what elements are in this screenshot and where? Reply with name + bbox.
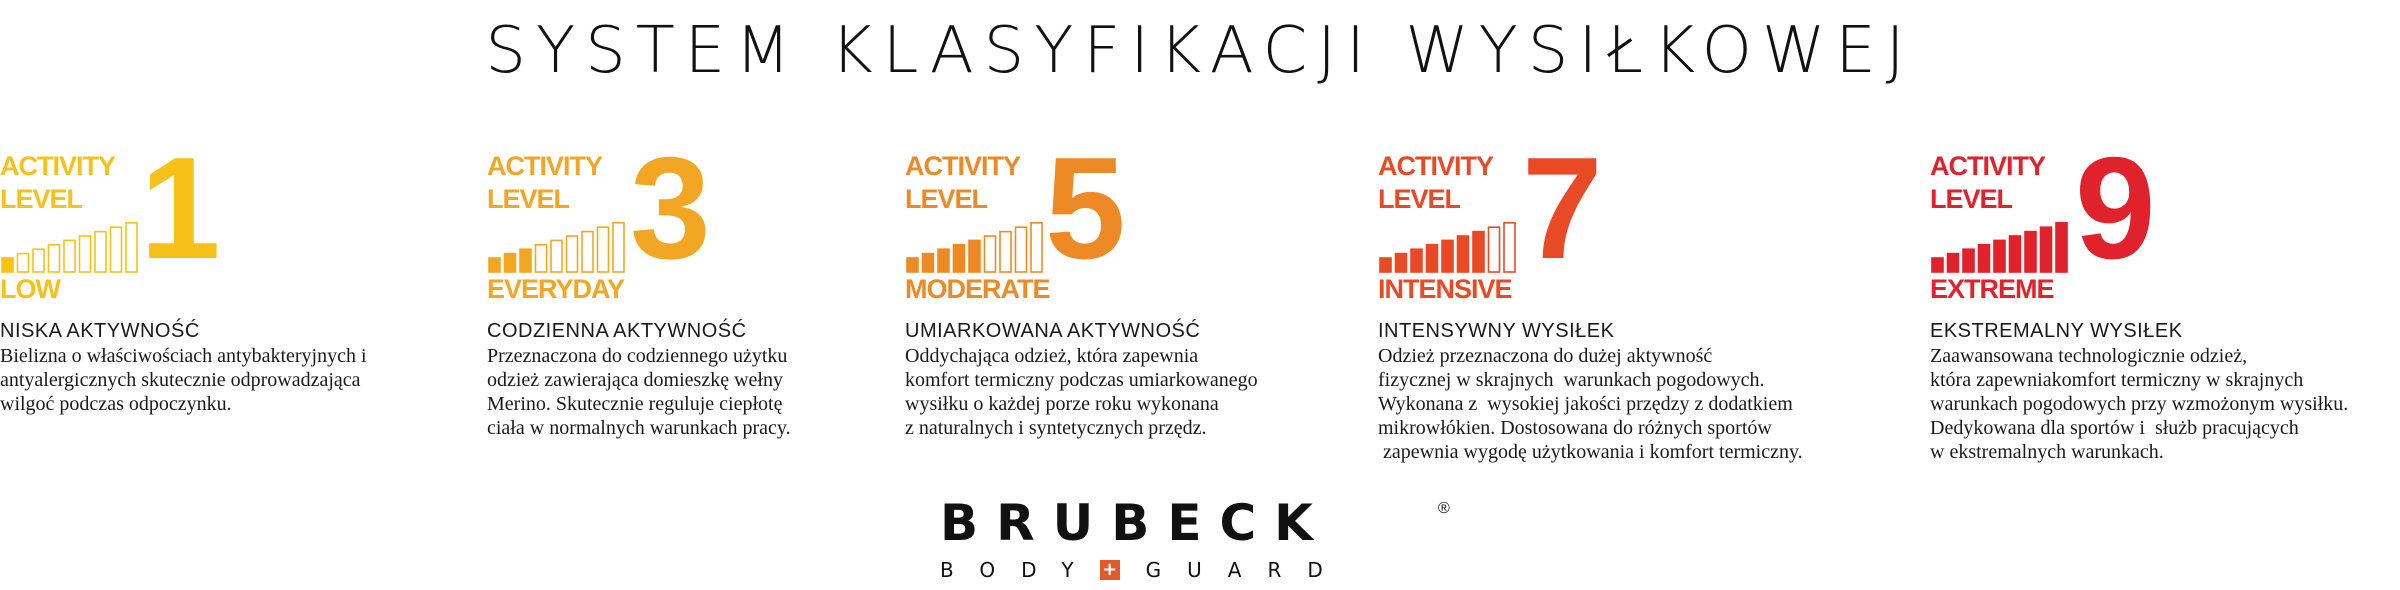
level-bar-empty <box>1489 227 1500 272</box>
level-bar-filled <box>954 245 965 272</box>
level-bar-empty <box>582 232 593 272</box>
level-number: 5 <box>1045 127 1126 289</box>
level-bars <box>487 222 637 274</box>
level-number: 9 <box>2075 127 2156 289</box>
level-number: 1 <box>140 127 221 289</box>
level-description: Odzież przeznaczona do dużej aktywność fizycznej w skrajnych warunkach pogodowych. Wykonana z wysokiej jakości przędzy z dodatkiem mikrowłókien. Dostosowana do różnych sportów zapewnia wygodę użytkowania i komfort termiczny. <box>1378 345 1803 463</box>
level-bar-empty <box>1031 223 1042 272</box>
level-bar-filled <box>1442 240 1453 272</box>
level-word: LEVEL <box>1930 184 2013 214</box>
level-bar-filled <box>1458 236 1469 272</box>
level-heading: CODZIENNA AKTYWNOŚĆ <box>487 320 747 342</box>
level-bar-filled <box>1963 249 1974 272</box>
brand-tagline <box>940 558 1460 582</box>
level-number: 3 <box>630 127 711 289</box>
level-bar-filled <box>2010 236 2021 272</box>
activity-level-label <box>487 150 602 216</box>
tagline-guard: GUARD <box>1145 558 1349 582</box>
activity-level-label <box>1930 150 2045 216</box>
level-bar-filled <box>1948 254 1959 272</box>
activity-word: ACTIVITY <box>1930 151 2046 181</box>
level-bar-filled <box>1411 249 1422 272</box>
level-heading: NISKA AKTYWNOŚĆ <box>0 320 200 342</box>
level-heading: UMIARKOWANA AKTYWNOŚĆ <box>905 320 1201 342</box>
level-bar-filled <box>505 254 516 272</box>
level-bar-empty <box>1000 232 1011 272</box>
level-heading: INTENSYWNY WYSIŁEK <box>1378 320 1615 342</box>
level-bar-empty <box>985 236 996 272</box>
level-bar-empty <box>613 223 624 272</box>
activity-word: ACTIVITY <box>0 151 116 181</box>
level-bar-empty <box>33 249 44 272</box>
level-bar-filled <box>520 249 531 272</box>
level-word: LEVEL <box>905 184 988 214</box>
level-number: 7 <box>1522 127 1603 289</box>
level-bar-filled <box>1994 240 2005 272</box>
level-bar-filled <box>923 254 934 272</box>
level-bar-filled <box>1380 258 1391 272</box>
page-title: SYSTEM KLASYFIKACJI WYSIŁKOWEJ <box>485 14 1915 88</box>
tagline-body: BODY <box>940 558 1100 582</box>
level-bar-empty <box>1504 223 1515 272</box>
level-label: LOW <box>0 274 60 304</box>
level-bar-empty <box>49 245 60 272</box>
level-bar-empty <box>64 240 75 272</box>
level-bar-filled <box>2041 227 2052 272</box>
level-bars <box>1378 222 1528 274</box>
level-description: Bielizna o właściwościach antybakteryjnych i antyalergicznych skutecznie odprowadzająca wilgoć podczas odpoczynku. <box>0 345 367 415</box>
level-bar-filled <box>1979 245 1990 272</box>
level-description: Oddychająca odzież, która zapewnia komfort termiczny podczas umiarkowanego wysiłku o każdej porze roku wykonana z naturalnych i syntetycznych przędz. <box>905 345 1258 439</box>
level-bar-filled <box>1473 232 1484 272</box>
level-bar-empty <box>18 254 29 272</box>
level-bar-filled <box>489 258 500 272</box>
level-bar-empty <box>598 227 609 272</box>
activity-level-label <box>905 150 1020 216</box>
level-bar-filled <box>1427 245 1438 272</box>
level-bar-filled <box>2 258 13 272</box>
level-description: Zaawansowana technologicznie odzież, która zapewniakomfort termiczny w skrajnych warunkach pogodowych przy wzmożonym wysiłku. Dedykowana dla sportów i służb pracujących w ekstremalnych warunkach. <box>1930 345 2349 463</box>
level-bars <box>905 222 1055 274</box>
activity-level-label <box>1378 150 1493 216</box>
level-label: EXTREME <box>1930 274 2054 304</box>
level-heading: EKSTREMALNY WYSIŁEK <box>1930 320 2183 342</box>
level-description: Przeznaczona do codziennego użytku odzież zawierająca domieszkę wełny Merino. Skutecznie reguluje ciepłotę ciała w normalnych warunkach pracy. <box>487 345 791 439</box>
activity-word: ACTIVITY <box>487 151 603 181</box>
level-label: MODERATE <box>905 274 1050 304</box>
level-bar-empty <box>126 223 137 272</box>
level-label: EVERYDAY <box>487 274 625 304</box>
level-bars <box>0 222 150 274</box>
level-bar-empty <box>95 232 106 272</box>
brand-name: BRUBECK <box>940 494 1331 552</box>
level-bar-empty <box>111 227 122 272</box>
level-bar-filled <box>907 258 918 272</box>
activity-level-label <box>0 150 115 216</box>
brubeck-logo <box>940 494 1460 582</box>
level-bar-empty <box>551 240 562 272</box>
activity-word: ACTIVITY <box>905 151 1021 181</box>
level-bar-filled <box>938 249 949 272</box>
level-bar-filled <box>969 240 980 272</box>
level-word: LEVEL <box>0 184 83 214</box>
level-word: LEVEL <box>487 184 570 214</box>
registered-mark: ® <box>1438 500 1450 517</box>
level-bar-empty <box>80 236 91 272</box>
level-label: INTENSIVE <box>1378 274 1512 304</box>
level-bar-empty <box>536 245 547 272</box>
level-bars <box>1930 222 2080 274</box>
activity-word: ACTIVITY <box>1378 151 1494 181</box>
level-bar-filled <box>1932 258 1943 272</box>
level-bar-empty <box>1016 227 1027 272</box>
level-bar-filled <box>2056 223 2067 272</box>
level-bar-filled <box>1396 254 1407 272</box>
level-word: LEVEL <box>1378 184 1461 214</box>
level-bar-filled <box>2025 232 2036 272</box>
level-bar-empty <box>567 236 578 272</box>
plus-icon: + <box>1100 560 1120 580</box>
